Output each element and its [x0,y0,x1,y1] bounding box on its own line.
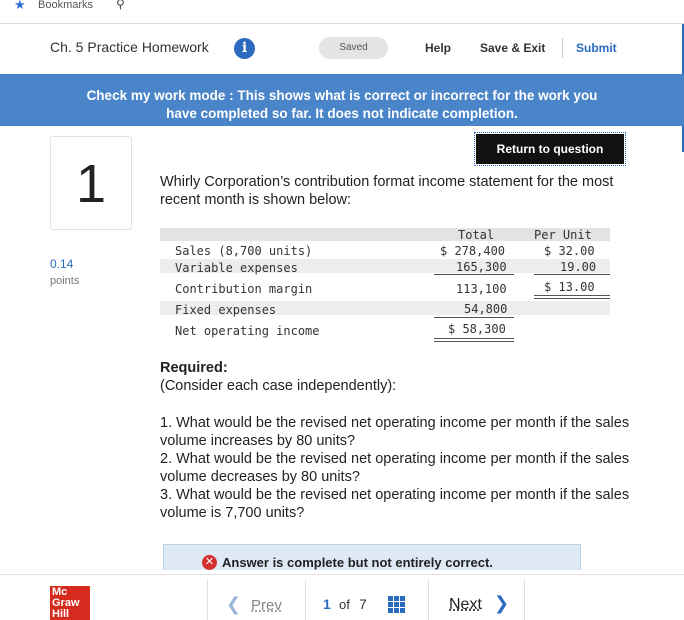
logo-line: Graw [52,597,80,609]
total-rule [534,295,610,296]
row-unit-variable: 19.00 [560,260,597,274]
required-list [160,414,630,522]
submit-button[interactable]: Submit [576,41,617,55]
row-total-variable: 165,300 [456,260,507,274]
row-label-noi: Net operating income [175,324,320,338]
col-total-header: Total [458,228,495,242]
row-total-contribution: 113,100 [456,282,507,296]
current-page: 1 [323,596,331,612]
save-exit-button[interactable]: Save & Exit [480,41,546,55]
subtotal-rule [434,317,514,318]
required-item-3: 3. What would be the revised net operating income per month if the sales volume is 7,700 units? [160,487,630,521]
total-rule [434,341,514,342]
nav-divider [428,580,429,620]
page-of-label: of [339,597,350,612]
bookmarks-bar [0,0,684,16]
chevron-left-icon[interactable]: ❮ [226,594,242,614]
question-prompt: Whirly Corporation’s contribution format income statement for the most recent month is shown below: [160,174,614,208]
total-rule [434,338,514,339]
check-my-work-banner [0,74,684,126]
mcgraw-hill-logo [50,586,90,620]
info-icon[interactable]: i [234,38,255,59]
nav-divider [524,580,525,620]
return-to-question-button[interactable]: Return to question [476,134,624,164]
logo-line: Mc [52,586,68,598]
row-unit-contribution: $ 13.00 [544,280,595,294]
subtotal-rule [534,274,610,275]
bookmarks-label[interactable]: Bookmarks [38,0,94,11]
required-heading: Required: [160,360,228,376]
total-pages: 7 [359,596,367,612]
footer-divider [0,574,684,575]
row-total-sales: $ 278,400 [440,244,506,258]
answer-status-box [163,544,581,570]
question-number: 1 [50,136,132,230]
grid-icon[interactable] [388,596,406,614]
row-unit-sales: $ 32.00 [544,244,595,258]
required-note: (Consider each case independently): [160,378,397,394]
banner-line-2: have completed so far. It does not indicate completion. [166,106,518,121]
row-total-fixed: 54,800 [464,302,508,316]
saved-status-badge: Saved [319,37,388,59]
required-item-2: 2. What would be the revised net operating income per month if the sales volume decreases by 80 units? [160,451,630,485]
logo-line: Hill [52,608,70,620]
subtotal-rule [434,274,514,275]
header-divider [562,38,563,58]
row-label-sales: Sales (8,700 units) [175,244,313,258]
banner-line-1: Check my work mode : This shows what is correct or incorrect for the work you [86,88,598,103]
row-label-fixed: Fixed expenses [175,303,277,317]
row-total-noi: $ 58,300 [448,322,506,336]
prev-button[interactable]: Prev [251,597,282,614]
total-rule [534,298,610,299]
assignment-title: Ch. 5 Practice Homework [50,39,209,55]
points-value: 0.14 [50,257,74,271]
help-button[interactable]: Help [425,41,452,55]
answer-status-text: Answer is complete but not entirely correct. [222,555,493,570]
col-per-unit-header: Per Unit [534,228,592,242]
star-icon[interactable]: ★ [14,0,26,12]
assignment-header [0,24,684,74]
row-label-contribution: Contribution margin [175,282,313,296]
next-button[interactable]: Next [449,596,482,613]
required-item-1: 1. What would be the revised net operating income per month if the sales volume increases by 80 units? [160,415,630,449]
chevron-right-icon[interactable]: ❯ [494,593,510,613]
points-label: points [50,275,80,287]
nav-divider [207,580,208,620]
row-label-variable: Variable expenses [175,261,298,275]
nav-divider [305,580,306,620]
extension-icon[interactable]: ⚲ [116,0,125,11]
error-x-icon: ✕ [202,555,217,570]
